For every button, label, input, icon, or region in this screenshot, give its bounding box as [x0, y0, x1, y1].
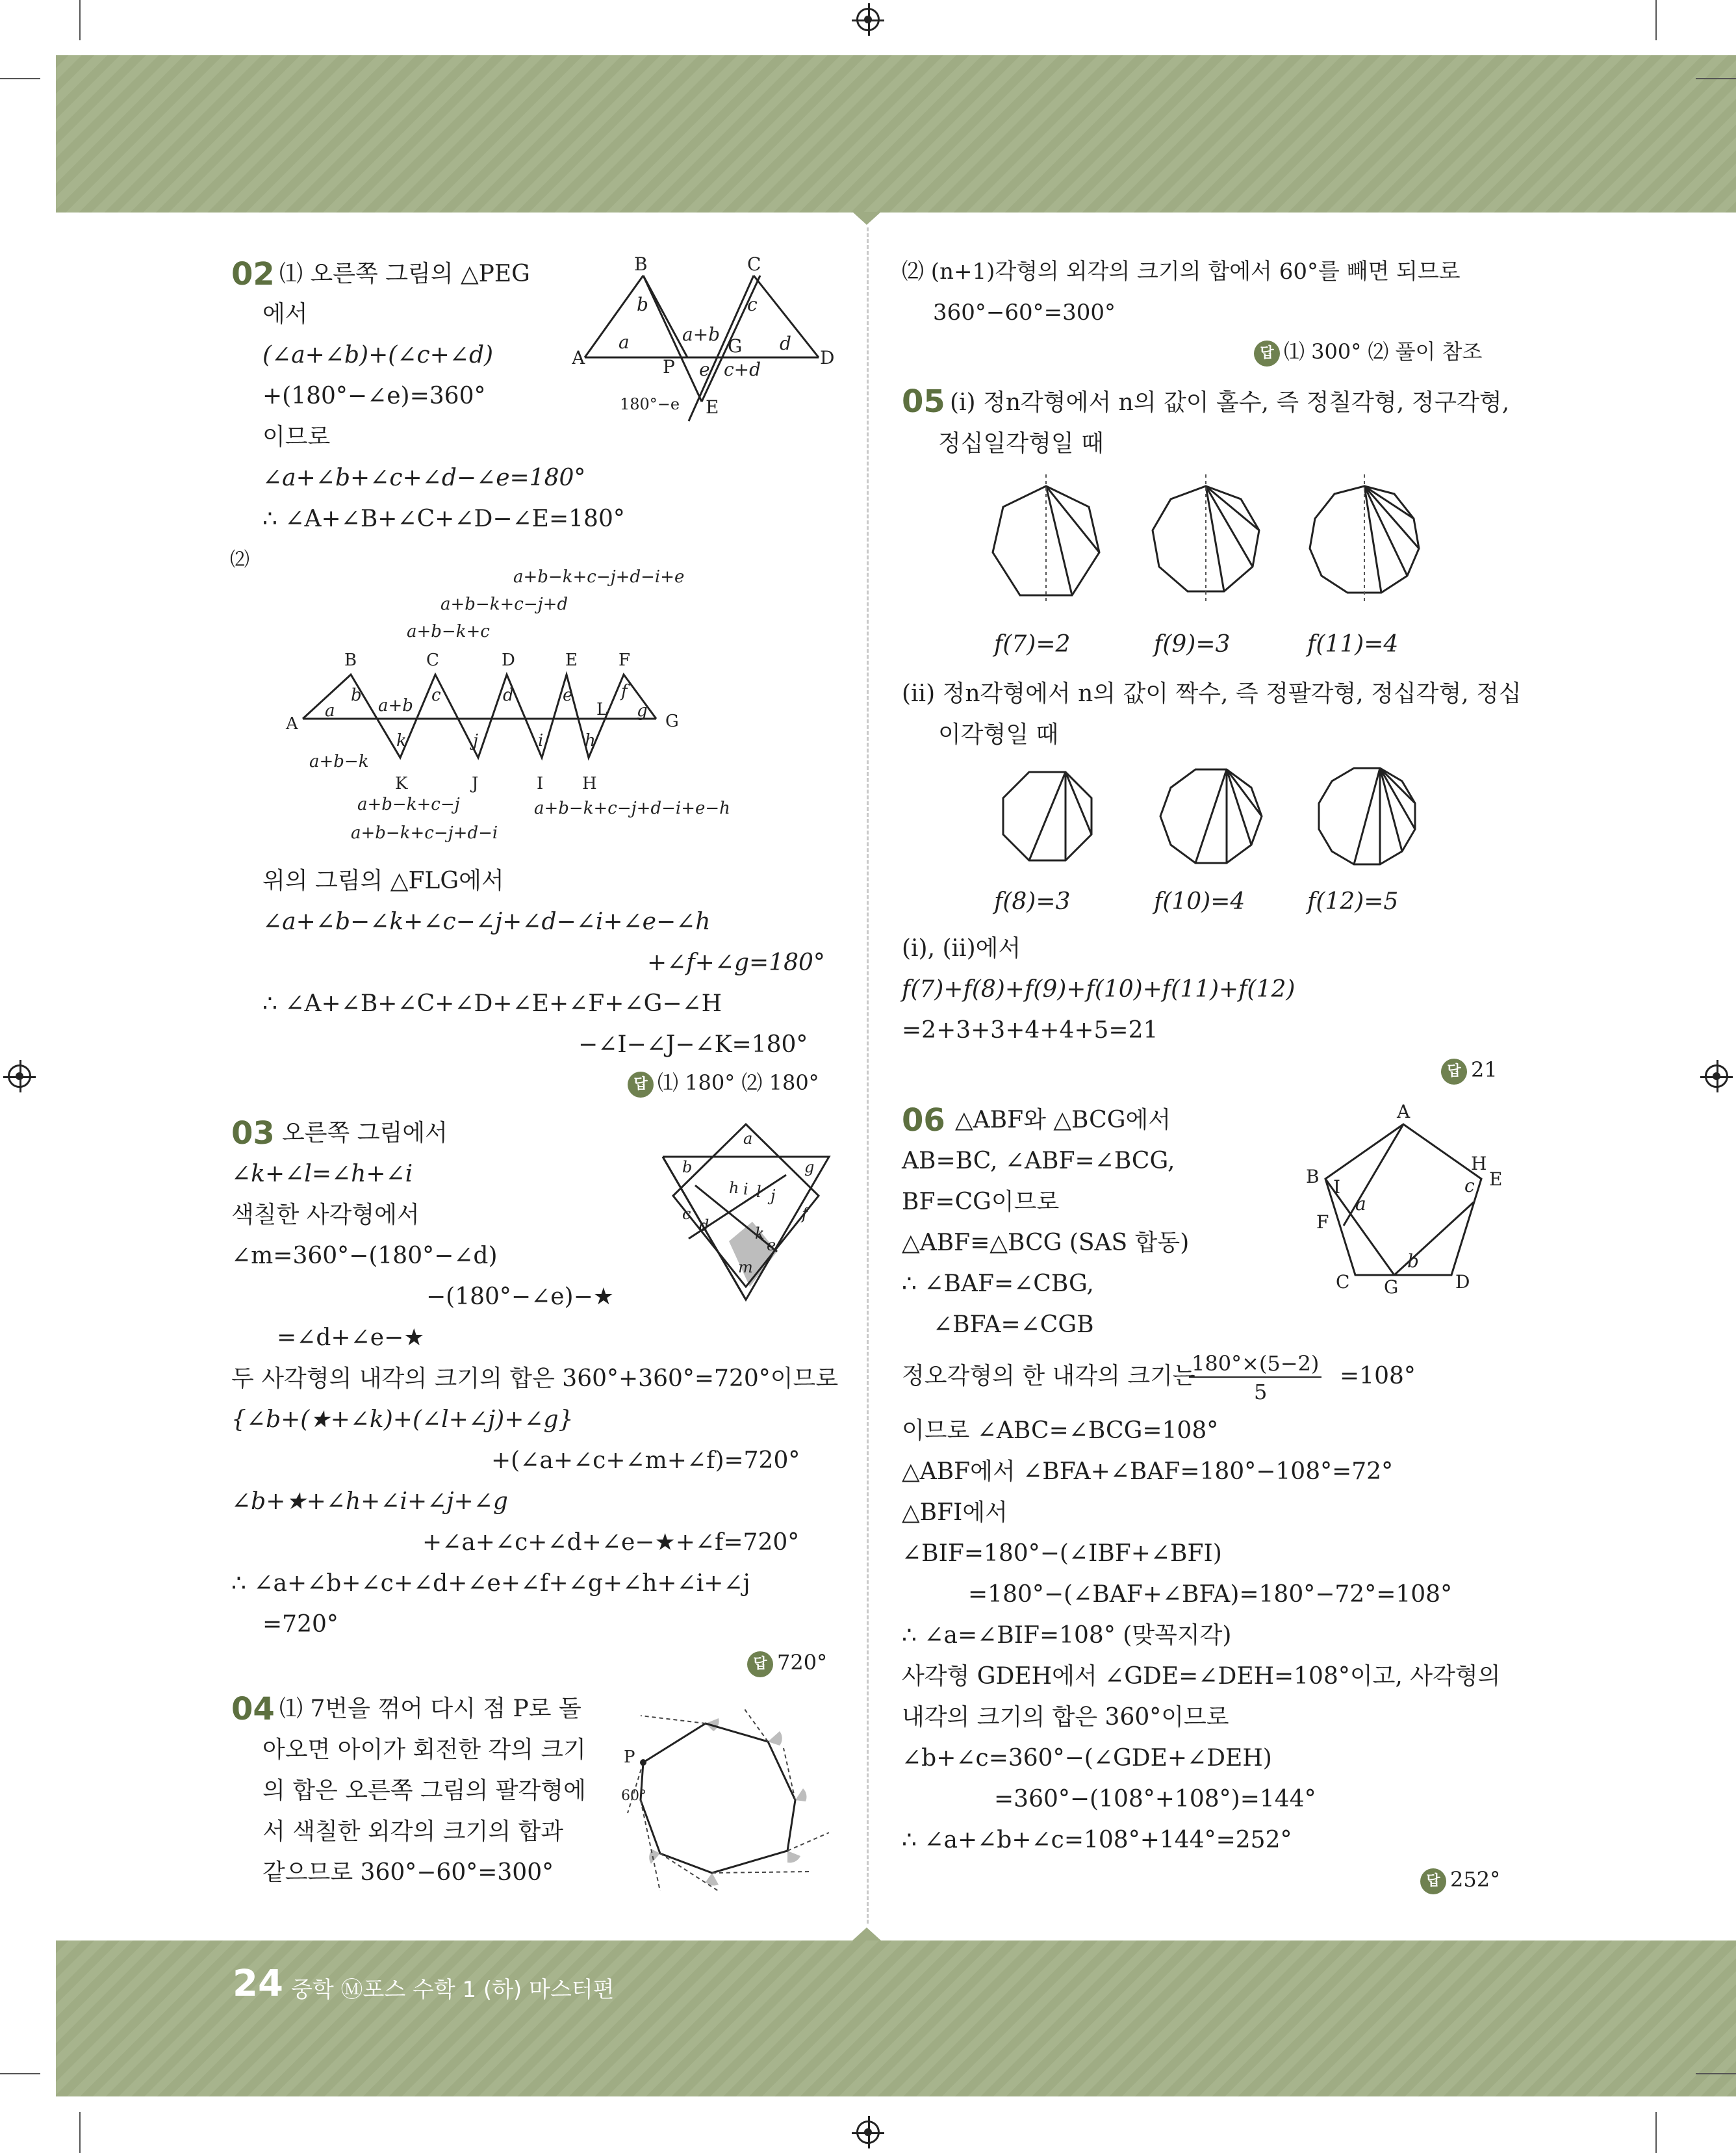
text-line: ∠k+∠l=∠h+∠i [231, 1161, 413, 1187]
text-line: ⑵ (n+1)각형의 외각의 크기의 합에서 60°를 빼면 되므로 [902, 259, 1461, 285]
answer-badge: 답 [1254, 341, 1280, 367]
text-line: −∠I−∠J−∠K=180° [578, 1031, 808, 1058]
answer-text: ⑴ 180° ⑵ 180° [657, 1070, 819, 1095]
text-line: 위의 그림의 △FLG에서 [262, 868, 504, 894]
registration-mark-icon [856, 2121, 880, 2144]
fig-label: B [1306, 1166, 1320, 1187]
fig-label: a+b [682, 324, 721, 345]
answer-badge: 답 [1420, 1868, 1446, 1894]
text-line: ∠a+∠b+∠c+∠d−∠e=180° [262, 465, 586, 491]
fig-label: a [743, 1129, 753, 1148]
text-line: 이므로 [262, 424, 331, 450]
answer-badge: 답 [628, 1072, 654, 1098]
q05-odd-polygons [968, 468, 1442, 611]
text-line: ⑵ [230, 548, 249, 571]
fig-label: g [637, 701, 648, 721]
text-line: ∠a+∠b−∠k+∠c−∠j+∠d−∠i+∠e−∠h [262, 909, 711, 935]
fig-label: e [563, 686, 573, 705]
fig-label: b [351, 686, 362, 705]
problem-number: 02 [231, 256, 275, 292]
registration-mark-icon [856, 8, 880, 31]
fig-label: B [344, 651, 357, 670]
fig-label: a+b−k+c−j+d−i+e [513, 567, 685, 587]
fig-label: c [431, 686, 441, 705]
header-band [56, 55, 1736, 213]
caption: f(9)=3 [1154, 631, 1231, 658]
answer-line [1420, 1866, 1500, 1894]
fig-label: D [502, 651, 515, 670]
fig-label: c [747, 294, 758, 315]
text-line: ∠b+∠c=360°−(∠GDE+∠DEH) [902, 1745, 1272, 1772]
fig-label: i [538, 731, 544, 751]
fig-label: b [1407, 1250, 1419, 1272]
text-line: =360°−(108°+108°)=144° [994, 1786, 1316, 1812]
fig-label: A [572, 347, 585, 368]
text-line: 아오면 아이가 회전한 각의 크기 [262, 1736, 586, 1763]
q06-pentagon-figure [1299, 1098, 1514, 1306]
fig-label: d [699, 1217, 709, 1235]
fraction-denominator: 5 [1254, 1380, 1268, 1404]
answer-badge: 답 [1441, 1059, 1467, 1085]
text-line: 이므로 ∠ABC=∠BCG=108° [902, 1417, 1219, 1444]
crop-mark [1655, 0, 1657, 40]
text-line: +∠a+∠c+∠d+∠e−★+∠f=720° [422, 1529, 800, 1556]
text-line: 정십일각형일 때 [938, 430, 1104, 457]
problem-number: 05 [902, 383, 945, 420]
text-line: ∴ ∠BAF=∠CBG, [902, 1270, 1094, 1297]
text-line: AB=BC, ∠ABF=∠BCG, [902, 1148, 1175, 1174]
text-line: ∠m=360°−(180°−∠d) [231, 1243, 498, 1269]
fig-label: f [802, 1205, 808, 1223]
footer-notch [852, 1927, 881, 1940]
book-title: 중학 Ⓜ포스 수학 1 (하) 마스터편 [291, 1977, 615, 2003]
text-line: ⑴ 오른쪽 그림의 △PEG [279, 261, 530, 287]
text-line: △BFI에서 [902, 1499, 1008, 1526]
text-line: 같으므로 360°−60°=300° [262, 1859, 554, 1886]
text-line: 색칠한 사각형에서 [231, 1202, 420, 1228]
fig-label: j [771, 1187, 776, 1205]
text-line: △ABF≡△BCG (SAS 합동) [902, 1230, 1190, 1256]
fig-label: h [585, 731, 596, 751]
text-line: 에서 [262, 301, 308, 328]
fig-label: J [472, 774, 479, 793]
fig-label: a [1355, 1193, 1366, 1215]
text-line: −(180°−∠e)−★ [426, 1283, 615, 1310]
text-line: (∠a+∠b)+(∠c+∠d) [262, 342, 494, 368]
registration-mark-icon [8, 1064, 31, 1088]
answer-text: 720° [777, 1650, 828, 1675]
answer-text: 252° [1450, 1867, 1501, 1892]
text-line: =720° [262, 1611, 338, 1638]
crop-mark [79, 0, 81, 40]
text-line: 이각형일 때 [938, 721, 1059, 748]
text-line: (ⅰ), (ⅱ)에서 [902, 935, 1021, 962]
text-line: ∴ ∠a+∠b+∠c+∠d+∠e+∠f+∠g+∠h+∠i+∠j [231, 1570, 750, 1597]
text-line: ∠BIF=180°−(∠IBF+∠BFI) [902, 1540, 1222, 1567]
text-line: ∴ ∠a=∠BIF=108° (맞꼭지각) [902, 1622, 1232, 1649]
fig-label: G [728, 335, 743, 357]
fig-label: C [1336, 1271, 1350, 1293]
answer-text: 21 [1471, 1057, 1498, 1082]
answer-line [747, 1649, 827, 1677]
fig-label: B [634, 253, 648, 275]
problem-number: 04 [231, 1691, 275, 1727]
fig-label: k [755, 1224, 765, 1243]
text-line: (ⅰ) 정n각형에서 n의 값이 홀수, 즉 정칠각형, 정구각형, [950, 389, 1510, 416]
text-line: 두 사각형의 내각의 크기의 합은 360°+360°=720°이므로 [231, 1365, 839, 1392]
fig-label: 60° [621, 1788, 646, 1804]
fig-label: C [426, 651, 439, 670]
problem-number: 03 [231, 1115, 275, 1152]
text-line: f(7)+f(8)+f(9)+f(10)+f(11)+f(12) [902, 976, 1296, 1003]
fig-label: a+b−k+c−j+d [440, 595, 568, 614]
crop-mark [0, 2073, 40, 2074]
fig-label: c+d [724, 359, 761, 380]
crop-mark [1655, 2112, 1657, 2153]
text-line: =108° [1340, 1363, 1416, 1389]
fig-label: D [1455, 1271, 1470, 1293]
fig-label: a+b−k+c [407, 622, 490, 641]
fig-label: A [1397, 1101, 1410, 1122]
text-line: =2+3+3+4+4+5=21 [902, 1017, 1158, 1044]
footer-band [56, 1940, 1736, 2096]
fig-label: F [619, 651, 631, 670]
answer-badge: 답 [747, 1651, 773, 1677]
header-notch [852, 212, 881, 225]
fig-label: m [738, 1258, 753, 1276]
crop-mark [79, 2112, 81, 2153]
fig-label: k [396, 731, 407, 751]
fig-label: K [395, 774, 408, 793]
fraction-numerator: 180°×(5−2) [1189, 1350, 1321, 1378]
text-line: ∴ ∠A+∠B+∠C+∠D+∠E+∠F+∠G−∠H [262, 990, 722, 1017]
answer-text: ⑴ 300° ⑵ 풀이 참조 [1284, 339, 1483, 364]
fig-label: a+b−k+c−j+d−i+e−h [534, 799, 730, 818]
text-line: ∴ ∠A+∠B+∠C+∠D−∠E=180° [262, 506, 625, 532]
text-line: 의 합은 오른쪽 그림의 팔각형에 [262, 1777, 586, 1804]
fig-label: E [706, 396, 719, 418]
fig-label: i [743, 1180, 748, 1198]
fig-label: c [1464, 1175, 1475, 1196]
fig-label: a+b−k+c−j+d−i [351, 823, 498, 843]
fig-label: l [756, 1183, 761, 1201]
fig-label: 180°−e [620, 395, 680, 413]
registration-mark-icon [1705, 1064, 1728, 1088]
fig-label: D [820, 347, 835, 368]
problem-number: 06 [902, 1102, 945, 1139]
text-line: +(180°−∠e)=360° [262, 383, 486, 409]
fig-label: H [1471, 1153, 1487, 1174]
q05-even-polygons [968, 754, 1442, 890]
fig-label: L [596, 700, 608, 719]
fig-label: f [621, 682, 628, 701]
fig-label: a+b−k+c−j [357, 795, 460, 814]
fig-label: C [747, 253, 761, 275]
text-line: +∠f+∠g=180° [647, 949, 825, 976]
caption: f(8)=3 [994, 888, 1071, 915]
fig-label: F [1316, 1211, 1329, 1233]
point-p-marker [640, 1759, 646, 1766]
text-line: 사각형 GDEH에서 ∠GDE=∠DEH=108°이고, 사각형의 [902, 1663, 1501, 1690]
fig-label: G [1384, 1276, 1399, 1298]
fig-label: a+b−k [309, 752, 369, 771]
fig-label: c [682, 1205, 691, 1223]
crop-mark [0, 78, 40, 79]
fig-label: E [565, 651, 578, 670]
fig-label: P [624, 1747, 635, 1767]
fig-label: d [780, 333, 791, 354]
fig-label: H [582, 774, 597, 793]
column-divider [867, 227, 869, 1924]
fig-label: G [665, 712, 679, 731]
caption: f(12)=5 [1307, 888, 1399, 915]
text-line: =∠d+∠e−★ [277, 1324, 425, 1351]
text-line: ∠b+★+∠h+∠i+∠j+∠g [231, 1488, 508, 1515]
text-line: 360°−60°=300° [933, 300, 1116, 326]
fig-label: A [286, 714, 298, 734]
crop-mark [1696, 78, 1736, 79]
fig-label: a [325, 701, 335, 721]
fig-label: P [663, 356, 675, 378]
fig-label: e [699, 359, 710, 380]
fig-label: j [473, 731, 479, 751]
text-line: +(∠a+∠c+∠m+∠f)=720° [491, 1447, 800, 1474]
page-number: 24 [233, 1963, 283, 2005]
text-line: =180°−(∠BAF+∠BFA)=180°−72°=108° [968, 1581, 1453, 1608]
text-line: 정오각형의 한 내각의 크기는 [902, 1363, 1195, 1389]
text-line: △ABF에서 ∠BFA+∠BAF=180°−108°=72° [902, 1458, 1394, 1485]
q03-figure [656, 1111, 838, 1306]
fig-label: I [1333, 1176, 1341, 1198]
fig-label: I [537, 774, 544, 793]
fig-label: g [804, 1158, 815, 1176]
caption: f(10)=4 [1154, 888, 1245, 915]
text-line: {∠b+(★+∠k)+(∠l+∠j)+∠g} [231, 1406, 574, 1433]
fig-label: e [767, 1236, 776, 1254]
answer-line [628, 1070, 819, 1098]
crop-mark [1696, 2073, 1736, 2074]
q04-figure [615, 1703, 836, 1891]
fig-label: b [682, 1158, 693, 1176]
fig-label: E [1489, 1168, 1503, 1190]
fig-label: a+b [378, 696, 413, 716]
q02-figure-2 [279, 564, 773, 850]
answer-line [1254, 339, 1482, 367]
text-line: BF=CG이므로 [902, 1189, 1060, 1215]
text-line: 내각의 크기의 합은 360°이므로 [902, 1704, 1229, 1731]
fig-label: d [503, 686, 514, 705]
text-line: 오른쪽 그림에서 [282, 1120, 448, 1146]
fig-label: a [619, 331, 630, 353]
caption: f(11)=4 [1307, 631, 1399, 658]
text-line: (ⅱ) 정n각형에서 n의 값이 짝수, 즉 정팔각형, 정십각형, 정십 [902, 680, 1522, 707]
caption: f(7)=2 [994, 631, 1071, 658]
fig-label: h [729, 1179, 739, 1197]
text-line: ⑴ 7번을 꺾어 다시 점 P로 돌 [279, 1695, 581, 1722]
text-line: ∴ ∠a+∠b+∠c=108°+144°=252° [902, 1827, 1292, 1853]
text-line: ∠BFA=∠CGB [933, 1311, 1094, 1338]
q02-figure-1 [572, 252, 845, 428]
answer-line [1441, 1057, 1498, 1085]
text-line: △ABF와 △BCG에서 [955, 1107, 1171, 1133]
text-line: 서 색칠한 외각의 크기의 합과 [262, 1818, 564, 1845]
fig-label: b [637, 294, 648, 315]
